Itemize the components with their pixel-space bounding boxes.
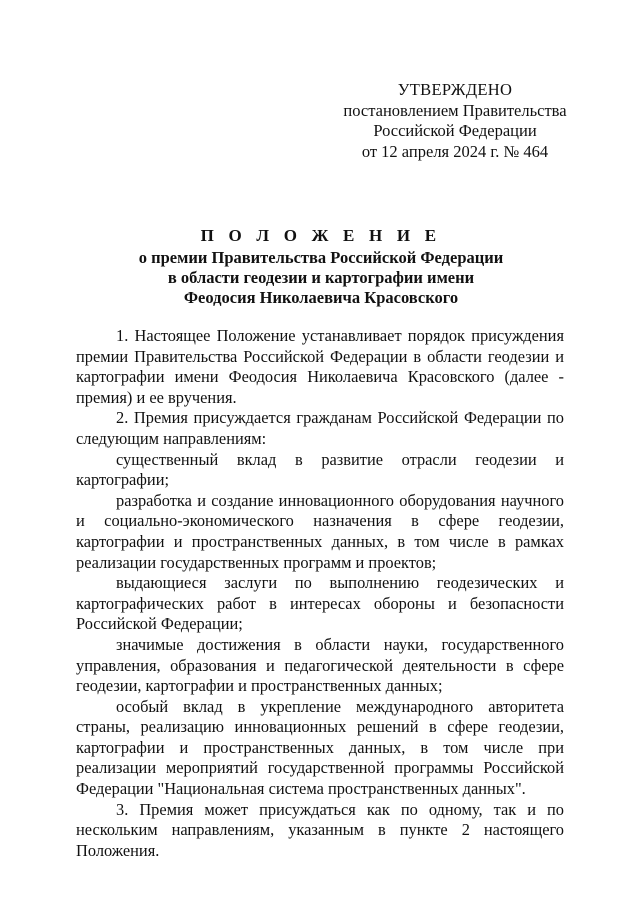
approval-block [330,80,580,162]
subtitle-line-2: в области геодезии и картографии имени [167,268,475,287]
document-subtitle [76,248,566,308]
paragraph-direction-1: существенный вклад в развитие отрасли геодезии и картографии; [76,449,564,490]
paragraph-clause-3: 3. Премия может присуждаться как по одному, так и по нескольким направлениям, указанным в пункте 2 настоящего Положения. [76,799,564,860]
paragraph-direction-2: разработка и создание инновационного оборудования научного и социально-экономического назначения в сфере геодезии, картографии и пространственных данных, в том числе в рамках реализации государственных программ и проектов; [76,490,564,572]
approval-stamp: УТВЕРЖДЕНО [397,80,513,99]
paragraph-direction-4: значимые достижения в области науки, государственного управления, образования и педагогической деятельности в сфере геодезии, картографии и пространственных данных; [76,634,564,696]
paragraph-direction-3: выдающиеся заслуги по выполнению геодезических и картографических работ в интересах обороны и безопасности Российской Федерации; [76,573,564,634]
document-title: П О Л О Ж Е Н И Е [200,226,442,245]
subtitle-line-1: о премии Правительства Российской Федерации [138,248,504,267]
paragraph-clause-1: 1. Настоящее Положение устанавливает порядок присуждения премии Правительства Российской Федерации в области геодезии и картографии имени Феодосия Николаевича Красовского (далее - премия) и ее вручения. [76,326,564,407]
approval-line-1: постановлением Правительства [343,100,567,120]
paragraph-clause-2: 2. Премия присуждается гражданам Российской Федерации по следующим направлениям: [76,408,564,448]
paragraph-direction-5: особый вклад в укрепление международного авторитета страны, реализацию инновационных решений в сфере геодезии, картографии и пространственных данных, в том числе при реализации мероприятий государственной программы Российской Федерации "Национальная система пространственных данных". [76,696,564,799]
approval-line-3: от 12 апреля 2024 г. № 464 [361,141,549,161]
subtitle-line-3: Феодосия Николаевича Красовского [183,288,459,307]
approval-line-2: Российской Федерации [373,121,537,140]
document-body [76,326,564,861]
